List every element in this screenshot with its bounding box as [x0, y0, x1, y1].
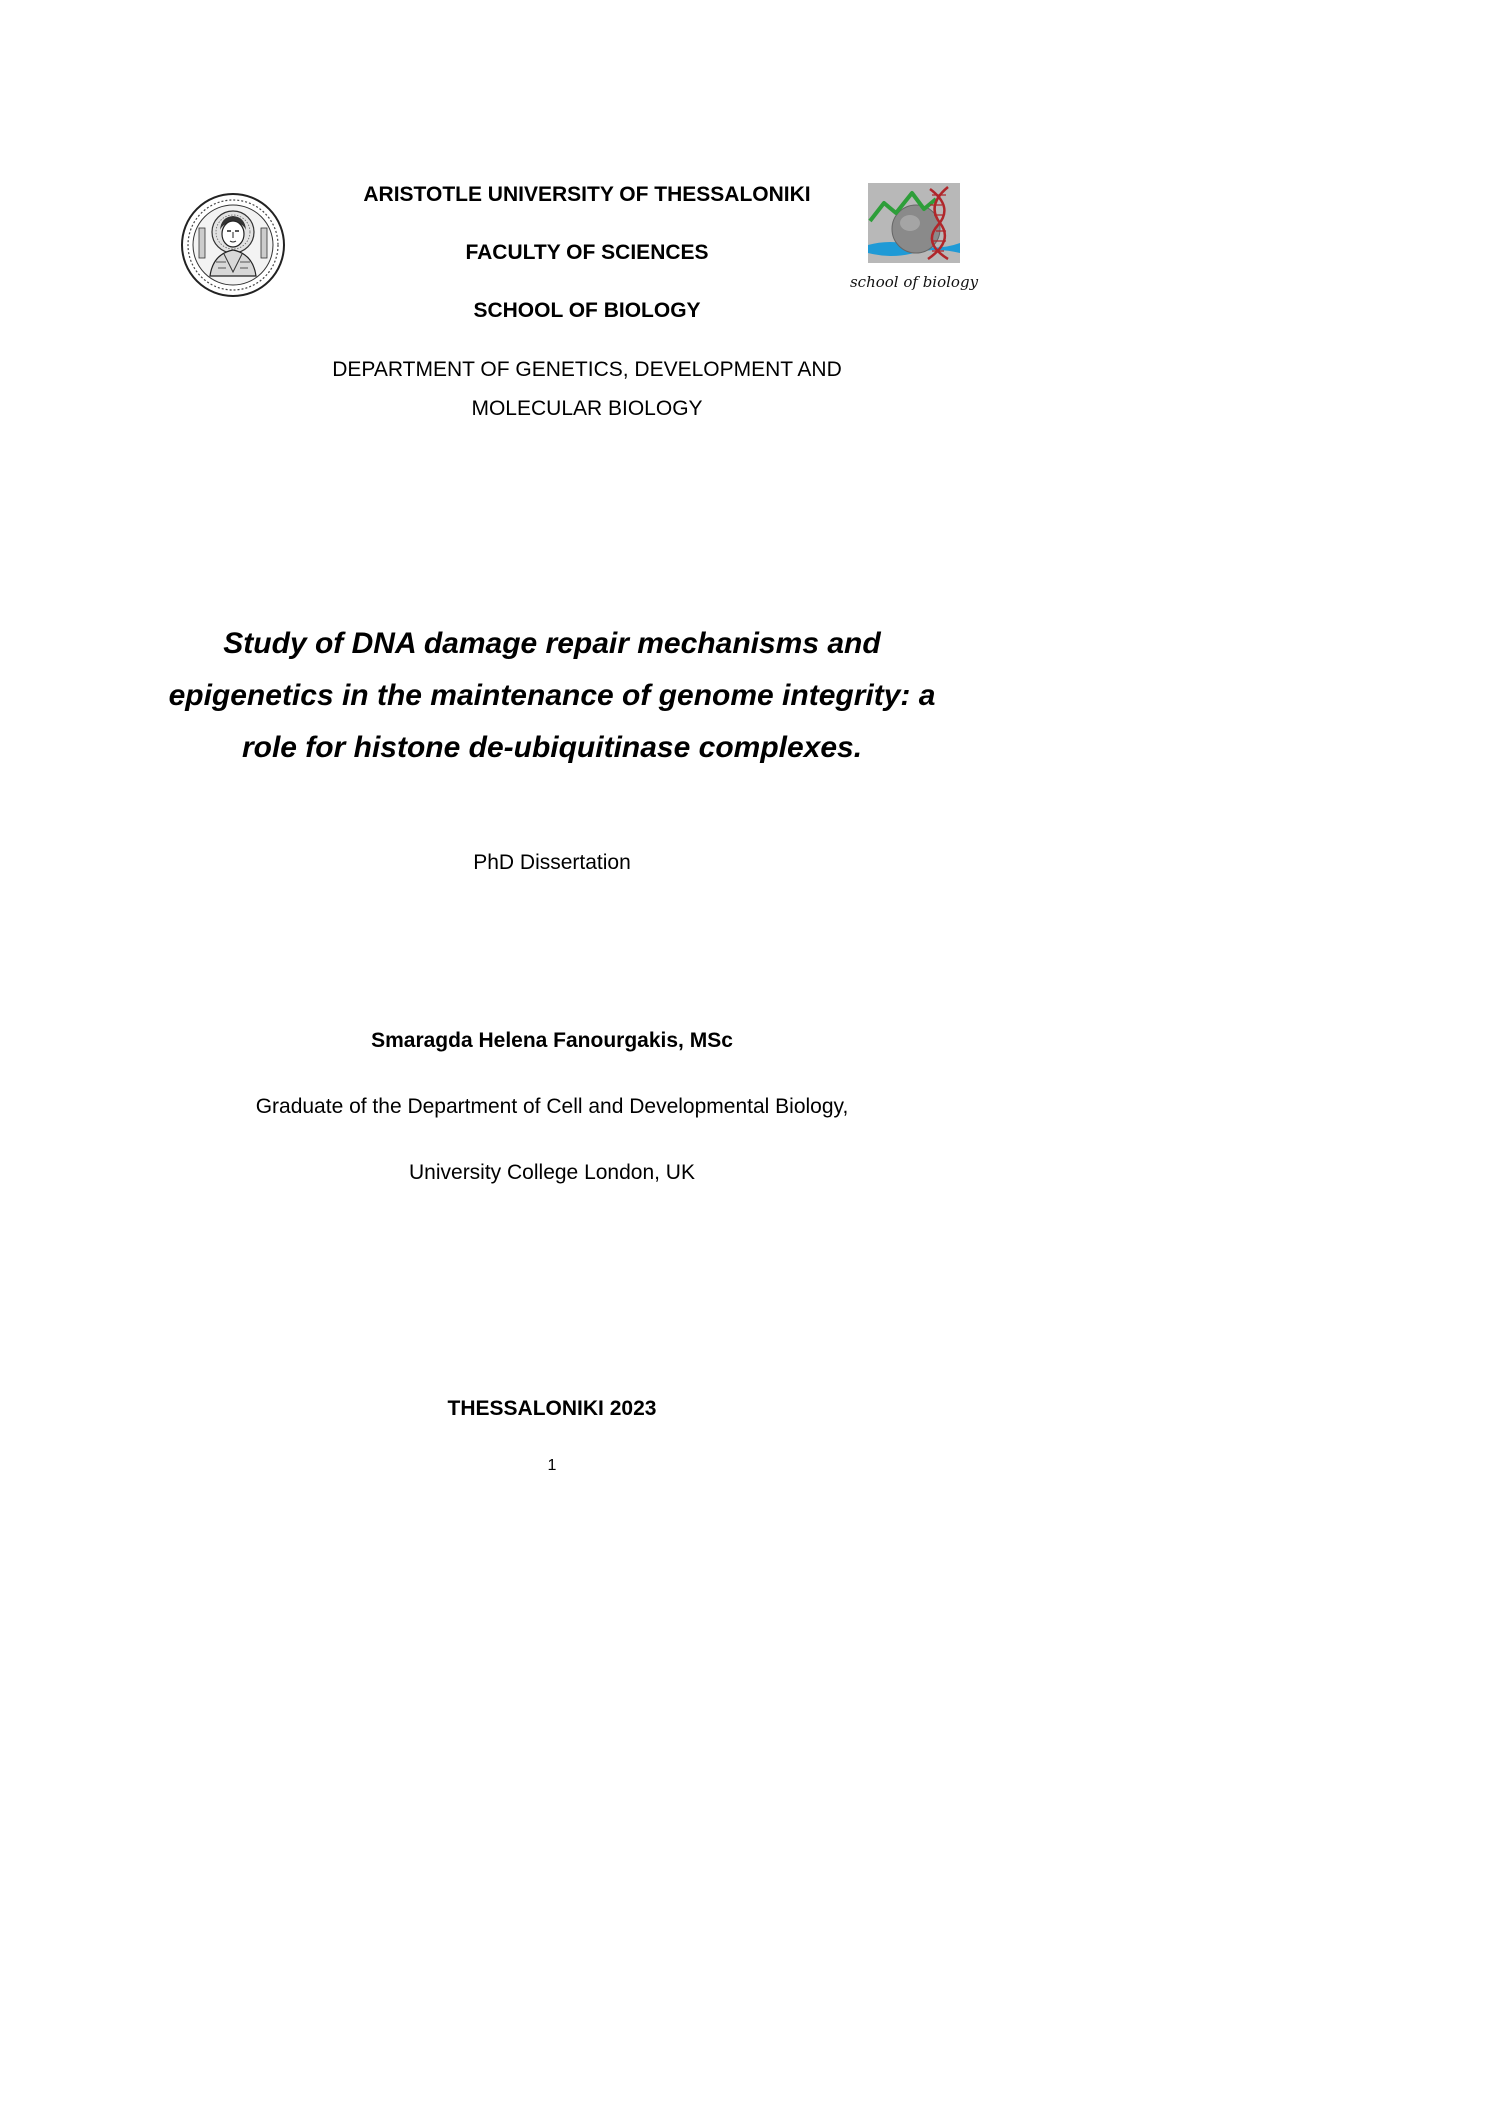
- place-year: THESSALONIKI 2023: [447, 1397, 657, 1420]
- department-line-2: MOLECULAR BIOLOGY: [471, 397, 703, 420]
- school-name: SCHOOL OF BIOLOGY: [473, 299, 701, 322]
- author-name: Smaragda Helena Fanourgakis, MSc: [371, 1029, 733, 1052]
- dissertation-title-line-2: epigenetics in the maintenance of genome integrity: a: [168, 679, 936, 712]
- page-number: 1: [547, 1457, 557, 1474]
- dissertation-title-line-1: Study of DNA damage repair mechanisms and: [223, 627, 881, 660]
- dissertation-title-line-3: role for histone de-ubiquitinase complexes.: [241, 731, 863, 764]
- university-name: ARISTOTLE UNIVERSITY OF THESSALONIKI: [363, 183, 811, 206]
- author-affiliation-line-2: University College London, UK: [409, 1161, 695, 1184]
- faculty-name: FACULTY OF SCIENCES: [465, 241, 709, 264]
- logo-text: school of biology: [849, 273, 979, 291]
- document-type: PhD Dissertation: [473, 851, 631, 874]
- author-affiliation-line-1: Graduate of the Department of Cell and Developmental Biology,: [255, 1095, 849, 1118]
- department-line-1: DEPARTMENT OF GENETICS, DEVELOPMENT AND: [332, 358, 842, 381]
